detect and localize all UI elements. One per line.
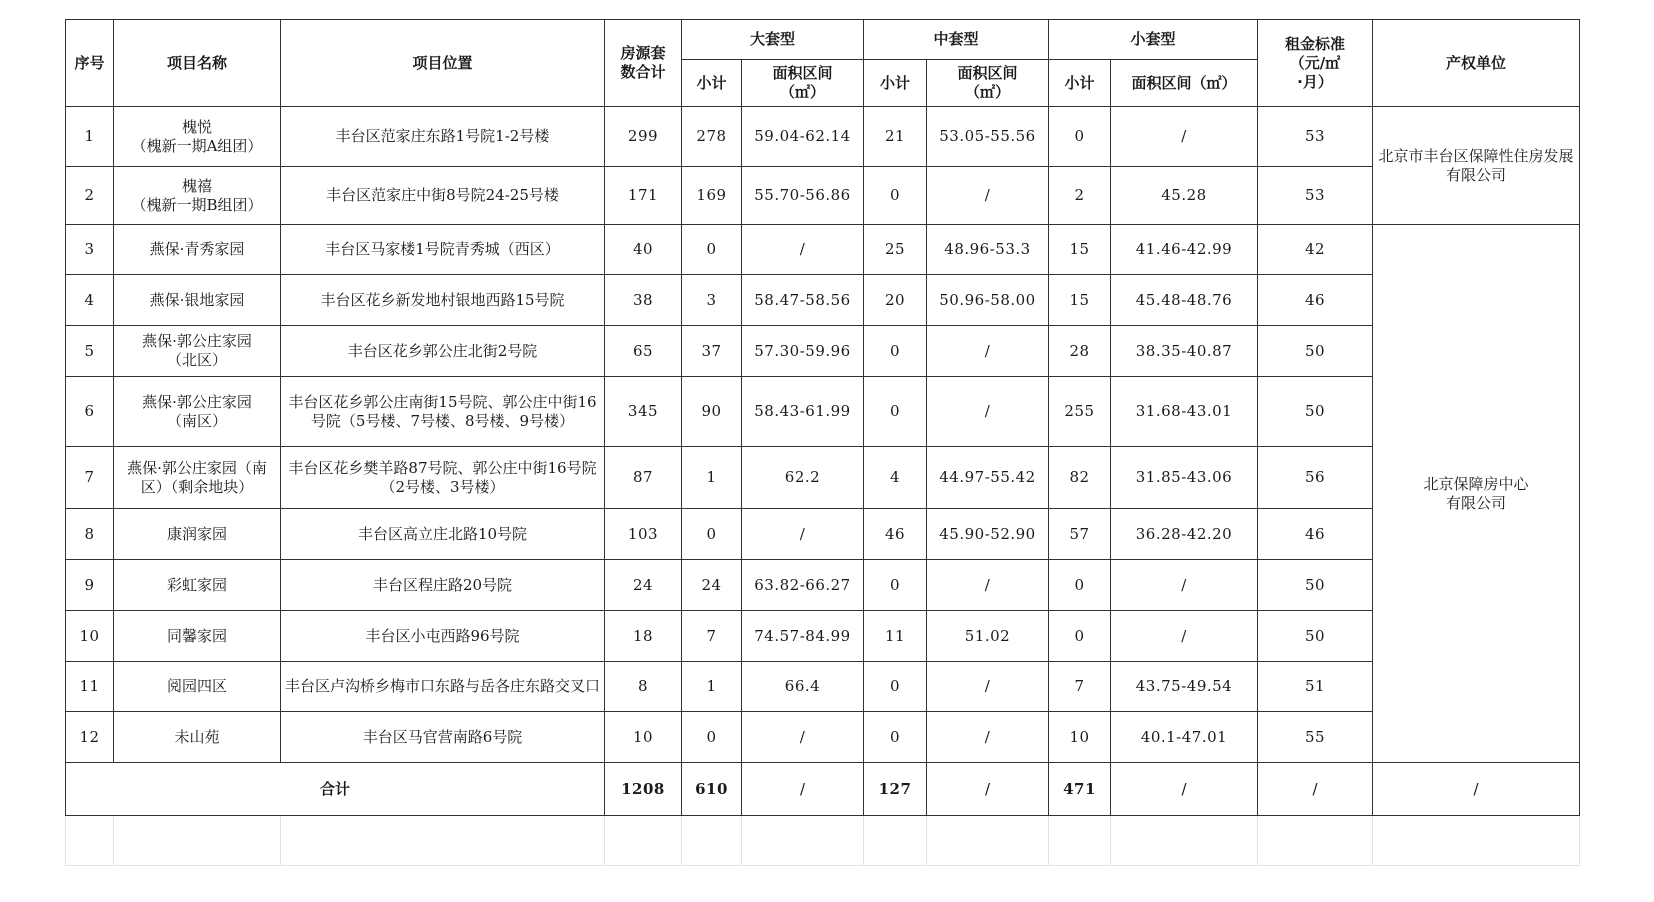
cell-rent: 53 [1258,167,1373,225]
cell-location: 丰台区范家庄中街8号院24-25号楼 [281,167,605,225]
cell-location: 丰台区小屯西路96号院 [281,611,605,662]
total-small-count: 471 [1049,763,1111,816]
cell-large-count: 1 [682,447,742,509]
cell-location: 丰台区程庄路20号院 [281,560,605,611]
cell-large-area: / [742,509,864,560]
total-row [66,763,1580,816]
header-small: 小套型 [1049,20,1258,60]
total-rent: / [1258,763,1373,816]
cell-mid-count: 0 [864,662,927,712]
cell-large-count: 90 [682,377,742,447]
total-large-count: 610 [682,763,742,816]
header-large: 大套型 [682,20,864,60]
cell-large-count: 37 [682,326,742,377]
cell-rent: 42 [1258,225,1373,275]
total-label: 合计 [66,763,605,816]
header-mid-subtotal: 小计 [864,60,927,107]
cell-mid-area: / [927,326,1049,377]
header-seq: 序号 [66,20,114,107]
total-owner: / [1373,763,1580,816]
cell-location: 丰台区花乡樊羊路87号院、郭公庄中街16号院（2号楼、3号楼） [281,447,605,509]
cell-mid-area: / [927,167,1049,225]
cell-rent: 50 [1258,611,1373,662]
cell-total: 103 [605,509,682,560]
cell-small-area: / [1111,107,1258,167]
cell-small-count: 10 [1049,712,1111,763]
cell-name: 燕保·郭公庄家园 （南区） [114,377,281,447]
cell-total: 10 [605,712,682,763]
cell-location: 丰台区高立庄北路10号院 [281,509,605,560]
cell-small-area: 36.28-42.20 [1111,509,1258,560]
cell-large-area: 59.04-62.14 [742,107,864,167]
table-row [66,447,1580,509]
table-row [66,377,1580,447]
cell-seq: 1 [66,107,114,167]
cell-seq: 2 [66,167,114,225]
table-row [66,560,1580,611]
cell-mid-count: 4 [864,447,927,509]
cell-seq: 11 [66,662,114,712]
cell-large-area: 58.47-58.56 [742,275,864,326]
cell-mid-count: 21 [864,107,927,167]
cell-total: 38 [605,275,682,326]
table-row [66,107,1580,167]
cell-small-area: 40.1-47.01 [1111,712,1258,763]
owner-fengtai: 北京市丰台区保障性住房发展有限公司 [1373,107,1580,225]
cell-name: 槐禧 （槐新一期B组团） [114,167,281,225]
cell-total: 87 [605,447,682,509]
cell-rent: 46 [1258,275,1373,326]
total-large-area: / [742,763,864,816]
cell-small-area: 43.75-49.54 [1111,662,1258,712]
header-large-area: 面积区间 （㎡） [742,60,864,107]
cell-small-count: 15 [1049,225,1111,275]
header-medium: 中套型 [864,20,1049,60]
cell-mid-count: 11 [864,611,927,662]
header-small-subtotal: 小计 [1049,60,1111,107]
cell-total: 299 [605,107,682,167]
housing-table [65,19,1580,866]
cell-small-area: 45.48-48.76 [1111,275,1258,326]
cell-rent: 50 [1258,377,1373,447]
cell-large-area: 74.57-84.99 [742,611,864,662]
cell-seq: 12 [66,712,114,763]
cell-small-count: 57 [1049,509,1111,560]
cell-mid-count: 46 [864,509,927,560]
cell-seq: 6 [66,377,114,447]
cell-large-count: 1 [682,662,742,712]
header-large-subtotal: 小计 [682,60,742,107]
table-row [66,167,1580,225]
header-total: 房源套 数合计 [605,20,682,107]
table-row [66,509,1580,560]
table-row [66,611,1580,662]
total-small-area: / [1111,763,1258,816]
cell-name: 燕保·银地家园 [114,275,281,326]
cell-total: 18 [605,611,682,662]
cell-large-count: 0 [682,712,742,763]
cell-mid-count: 0 [864,326,927,377]
cell-large-area: / [742,712,864,763]
cell-small-area: 45.28 [1111,167,1258,225]
cell-mid-area: 48.96-53.3 [927,225,1049,275]
cell-rent: 53 [1258,107,1373,167]
cell-seq: 9 [66,560,114,611]
cell-small-area: / [1111,611,1258,662]
cell-large-area: 55.70-56.86 [742,167,864,225]
cell-large-area: / [742,225,864,275]
cell-seq: 4 [66,275,114,326]
header-location: 项目位置 [281,20,605,107]
cell-large-area: 58.43-61.99 [742,377,864,447]
cell-small-area: 31.68-43.01 [1111,377,1258,447]
cell-small-area: 41.46-42.99 [1111,225,1258,275]
cell-mid-area: / [927,560,1049,611]
cell-small-area: 38.35-40.87 [1111,326,1258,377]
cell-name: 彩虹家园 [114,560,281,611]
cell-mid-count: 0 [864,712,927,763]
cell-large-count: 0 [682,509,742,560]
cell-small-count: 0 [1049,611,1111,662]
cell-total: 40 [605,225,682,275]
cell-large-area: 62.2 [742,447,864,509]
header-mid-area: 面积区间 （㎡） [927,60,1049,107]
cell-name: 燕保·郭公庄家园（南区）（剩余地块） [114,447,281,509]
cell-large-count: 0 [682,225,742,275]
cell-large-area: 57.30-59.96 [742,326,864,377]
cell-name: 康润家园 [114,509,281,560]
header-small-area: 面积区间（㎡） [1111,60,1258,107]
cell-mid-area: / [927,712,1049,763]
cell-seq: 10 [66,611,114,662]
cell-seq: 7 [66,447,114,509]
cell-small-count: 0 [1049,107,1111,167]
cell-location: 丰台区花乡新发地村银地西路15号院 [281,275,605,326]
cell-small-count: 82 [1049,447,1111,509]
cell-mid-count: 0 [864,377,927,447]
cell-mid-area: 50.96-58.00 [927,275,1049,326]
cell-small-count: 2 [1049,167,1111,225]
cell-large-area: 63.82-66.27 [742,560,864,611]
header-owner: 产权单位 [1373,20,1580,107]
cell-name: 槐悦 （槐新一期A组团） [114,107,281,167]
cell-large-count: 278 [682,107,742,167]
cell-mid-count: 25 [864,225,927,275]
cell-small-count: 15 [1049,275,1111,326]
cell-location: 丰台区马家楼1号院青秀城（西区） [281,225,605,275]
cell-mid-count: 0 [864,167,927,225]
cell-seq: 5 [66,326,114,377]
cell-small-area: / [1111,560,1258,611]
table-row [66,326,1580,377]
table-row [66,225,1580,275]
cell-seq: 8 [66,509,114,560]
cell-mid-area: 51.02 [927,611,1049,662]
cell-name: 未山苑 [114,712,281,763]
cell-mid-count: 0 [864,560,927,611]
cell-location: 丰台区范家庄东路1号院1-2号楼 [281,107,605,167]
cell-rent: 55 [1258,712,1373,763]
cell-rent: 51 [1258,662,1373,712]
cell-small-area: 31.85-43.06 [1111,447,1258,509]
cell-total: 171 [605,167,682,225]
cell-small-count: 0 [1049,560,1111,611]
owner-beijing: 北京保障房中心 有限公司 [1373,225,1580,763]
cell-mid-area: / [927,662,1049,712]
cell-rent: 46 [1258,509,1373,560]
cell-mid-area: 53.05-55.56 [927,107,1049,167]
cell-mid-area: 45.90-52.90 [927,509,1049,560]
cell-location: 丰台区花乡郭公庄北街2号院 [281,326,605,377]
cell-name: 燕保·郭公庄家园 （北区） [114,326,281,377]
total-mid-area: / [927,763,1049,816]
cell-mid-area: 44.97-55.42 [927,447,1049,509]
cell-rent: 50 [1258,326,1373,377]
cell-total: 24 [605,560,682,611]
cell-large-count: 3 [682,275,742,326]
cell-total: 8 [605,662,682,712]
cell-large-area: 66.4 [742,662,864,712]
cell-small-count: 7 [1049,662,1111,712]
empty-row [66,816,1580,866]
table-row [66,275,1580,326]
cell-name: 同馨家园 [114,611,281,662]
cell-mid-count: 20 [864,275,927,326]
cell-large-count: 7 [682,611,742,662]
header-name: 项目名称 [114,20,281,107]
cell-name: 燕保·青秀家园 [114,225,281,275]
cell-location: 丰台区花乡郭公庄南街15号院、郭公庄中街16号院（5号楼、7号楼、8号楼、9号楼） [281,377,605,447]
cell-total: 345 [605,377,682,447]
cell-location: 丰台区马官营南路6号院 [281,712,605,763]
cell-small-count: 255 [1049,377,1111,447]
cell-large-count: 24 [682,560,742,611]
total-count: 1208 [605,763,682,816]
table-row [66,712,1580,763]
cell-large-count: 169 [682,167,742,225]
cell-rent: 50 [1258,560,1373,611]
cell-name: 阅园四区 [114,662,281,712]
table-row [66,662,1580,712]
cell-location: 丰台区卢沟桥乡梅市口东路与岳各庄东路交叉口 [281,662,605,712]
cell-small-count: 28 [1049,326,1111,377]
cell-mid-area: / [927,377,1049,447]
cell-seq: 3 [66,225,114,275]
cell-rent: 56 [1258,447,1373,509]
header-rent: 租金标准 （元/㎡ ·月） [1258,20,1373,107]
cell-total: 65 [605,326,682,377]
total-mid-count: 127 [864,763,927,816]
